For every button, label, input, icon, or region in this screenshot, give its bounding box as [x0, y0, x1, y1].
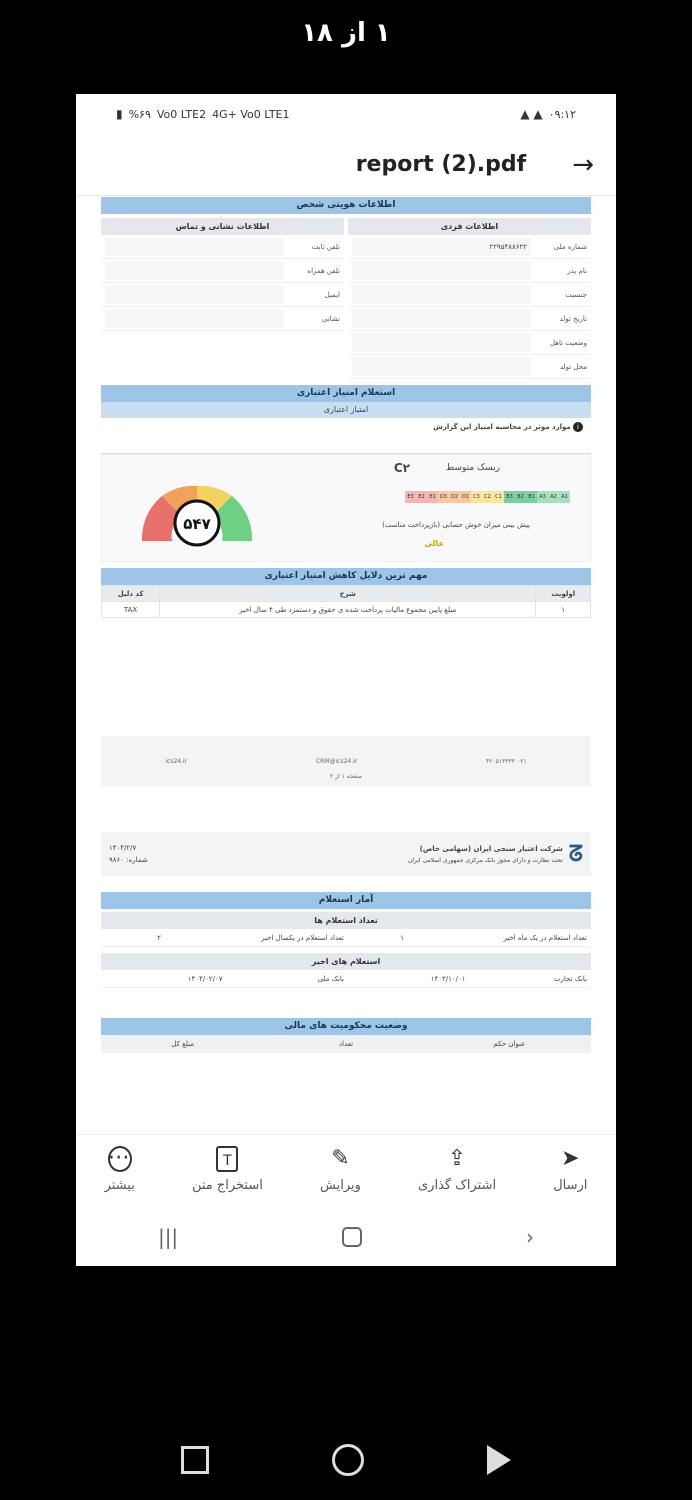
risk-class: C۲	[393, 461, 410, 475]
contact-info-column	[101, 218, 344, 379]
extract-text-button[interactable]: T استخراج متن	[192, 1146, 263, 1193]
footer-phone: ۰۲۱ ۴۲۰۵۱۳۳۳۳	[486, 757, 527, 765]
info-icon: i	[573, 422, 583, 432]
score-value: ۵۴۷	[183, 515, 211, 533]
edit-button[interactable]: ✎ ویرایش	[320, 1146, 361, 1193]
recent-apps-icon[interactable]	[181, 1446, 209, 1474]
credit-sub: امتیاز اعتباری	[101, 402, 591, 418]
scale-cell: E1	[427, 491, 438, 503]
footer-page: صفحه ۱ از ۲	[330, 773, 362, 780]
scale-cell: A1	[559, 491, 570, 503]
network-2: 4G+ Vo0 LTE1	[212, 107, 290, 121]
contact-row: تلفن همراه	[101, 259, 344, 283]
reasons-band: مهم ترین دلایل کاهش امتیاز اعتباری	[101, 568, 591, 585]
reasons-header-code: کد دلیل	[102, 586, 160, 602]
forecast-value: عالی	[424, 539, 444, 548]
recent-title: استعلام های اخیر	[101, 953, 591, 970]
scale-cell: A3	[537, 491, 548, 503]
company-header	[101, 832, 591, 876]
report-number: شماره: ۹۸۶۰	[109, 856, 148, 864]
battery-icon: ▮	[116, 107, 123, 121]
factors-box	[101, 418, 591, 454]
scale-cell: D2	[449, 491, 460, 503]
stats-count-title: تعداد استعلام ها	[101, 912, 591, 929]
scale-cell: C2	[482, 491, 493, 503]
personal-info-column	[348, 218, 591, 379]
identity-band: اطلاعات هویتی شخص	[101, 197, 591, 214]
reasons-header-desc: شرح	[160, 586, 536, 602]
home-icon[interactable]	[342, 1227, 362, 1247]
scale-cell: D1	[460, 491, 471, 503]
phone-screen	[76, 94, 616, 1266]
footer-site: ics24.ir	[165, 757, 188, 765]
extract-text-icon: T	[216, 1146, 238, 1172]
pdf-document[interactable]	[101, 197, 591, 1133]
more-icon: ⋯	[107, 1145, 130, 1170]
convictions-header: عنوان حکم تعداد مبلغ کل	[101, 1035, 591, 1053]
convictions-band: وضعیت محکومیت های مالی	[101, 1018, 591, 1035]
forecast-text: پیش بینی میزان خوش حسابی (بازپرداخت مناسب)	[382, 521, 530, 529]
risk-label: ریسک متوسط	[445, 463, 500, 473]
company-logo-icon: ᘔ	[568, 841, 583, 867]
contact-row: تلفن ثابت	[101, 235, 344, 259]
scale-cell: A2	[548, 491, 559, 503]
credit-band: استعلام امتیاز اعتباری	[101, 385, 591, 402]
scale-cell: D3	[438, 491, 449, 503]
inner-nav-bar	[76, 1212, 616, 1262]
footer-email: CRM@ics24.ir	[315, 757, 358, 765]
share-icon: ⇪	[447, 1146, 467, 1171]
stats-row: تعداد استعلام در یک ماه اخیر ۱ تعداد استعلام در یکسال اخیر ۲	[101, 929, 591, 947]
network-1: Vo0 LTE2	[156, 107, 207, 121]
scale-cell: B2	[515, 491, 526, 503]
factors-title: موارد موثر در محاسبه امتیاز این گزارش	[433, 423, 571, 431]
reasons-header-priority: اولویت	[536, 586, 591, 602]
share-button[interactable]: ⇪ اشتراک گذاری	[418, 1146, 497, 1193]
contact-header: اطلاعات نشانی و تماس	[101, 218, 344, 235]
personal-row: نام پدر	[348, 259, 591, 283]
company-name: شرکت اعتبار سنجی ایران (سهامی خاص)	[419, 844, 563, 853]
score-gauge-box	[101, 454, 591, 562]
send-button[interactable]: ➤ ارسال	[553, 1146, 588, 1193]
back-arrow-icon[interactable]: →	[572, 149, 594, 180]
recent-apps-icon[interactable]: |||	[157, 1225, 179, 1249]
back-icon[interactable]	[487, 1445, 511, 1475]
personal-row: تاریخ تولد	[348, 307, 591, 331]
personal-row: جنسیت	[348, 283, 591, 307]
risk-scale	[405, 491, 570, 503]
scale-cell: B1	[526, 491, 537, 503]
page-footer	[101, 736, 591, 786]
title-bar	[76, 134, 616, 196]
stats-band: آمار استعلام	[101, 892, 591, 909]
recent-row: بانک تجارت ۱۴۰۳/۱۰/۰۱ بانک ملی ۱۴۰۴/۰۲/۰۷	[101, 970, 591, 988]
document-title: report (2).pdf	[355, 152, 527, 177]
warning-icon: ▲ ▲	[520, 107, 543, 121]
outer-nav-bar	[0, 1430, 692, 1490]
personal-row: وضعیت تاهل	[348, 331, 591, 355]
battery-percent: %۶۹	[128, 107, 151, 121]
send-icon: ➤	[561, 1146, 580, 1171]
home-icon[interactable]	[332, 1444, 364, 1476]
personal-row: شماره ملی ۲۲۹۵۴۸۸۶۲۲	[348, 235, 591, 259]
table-row: ۱ مبلغ پایین مجموع مالیات پرداخت شده ی حقوق و دستمزد طی ۴ سال اخیر TAX	[102, 602, 591, 618]
more-button[interactable]: ⋯ بیشتر	[104, 1145, 135, 1193]
page-counter: ۱ از ۱۸	[301, 18, 391, 48]
report-date: ۱۴۰۴/۲/۷	[109, 844, 137, 852]
scale-cell: C3	[471, 491, 482, 503]
scale-cell: E2	[416, 491, 427, 503]
contact-row: نشانی	[101, 307, 344, 331]
personal-header: اطلاعات فردی	[348, 218, 591, 235]
clock: ۰۹:۱۲	[548, 107, 576, 121]
scale-cell: C1	[493, 491, 504, 503]
reasons-table	[101, 585, 591, 618]
back-icon[interactable]: ›	[526, 1225, 535, 1249]
edit-icon: ✎	[331, 1146, 350, 1171]
score-gauge	[132, 461, 262, 557]
status-bar	[76, 94, 616, 134]
contact-row: ایمیل	[101, 283, 344, 307]
personal-row: محل تولد	[348, 355, 591, 379]
company-sub: تحت نظارت و دارای مجوز بانک مرکزی جمهوری اسلامی ایران	[407, 856, 563, 864]
scale-cell: E3	[405, 491, 416, 503]
bottom-toolbar	[76, 1134, 616, 1204]
scale-cell: B3	[504, 491, 515, 503]
